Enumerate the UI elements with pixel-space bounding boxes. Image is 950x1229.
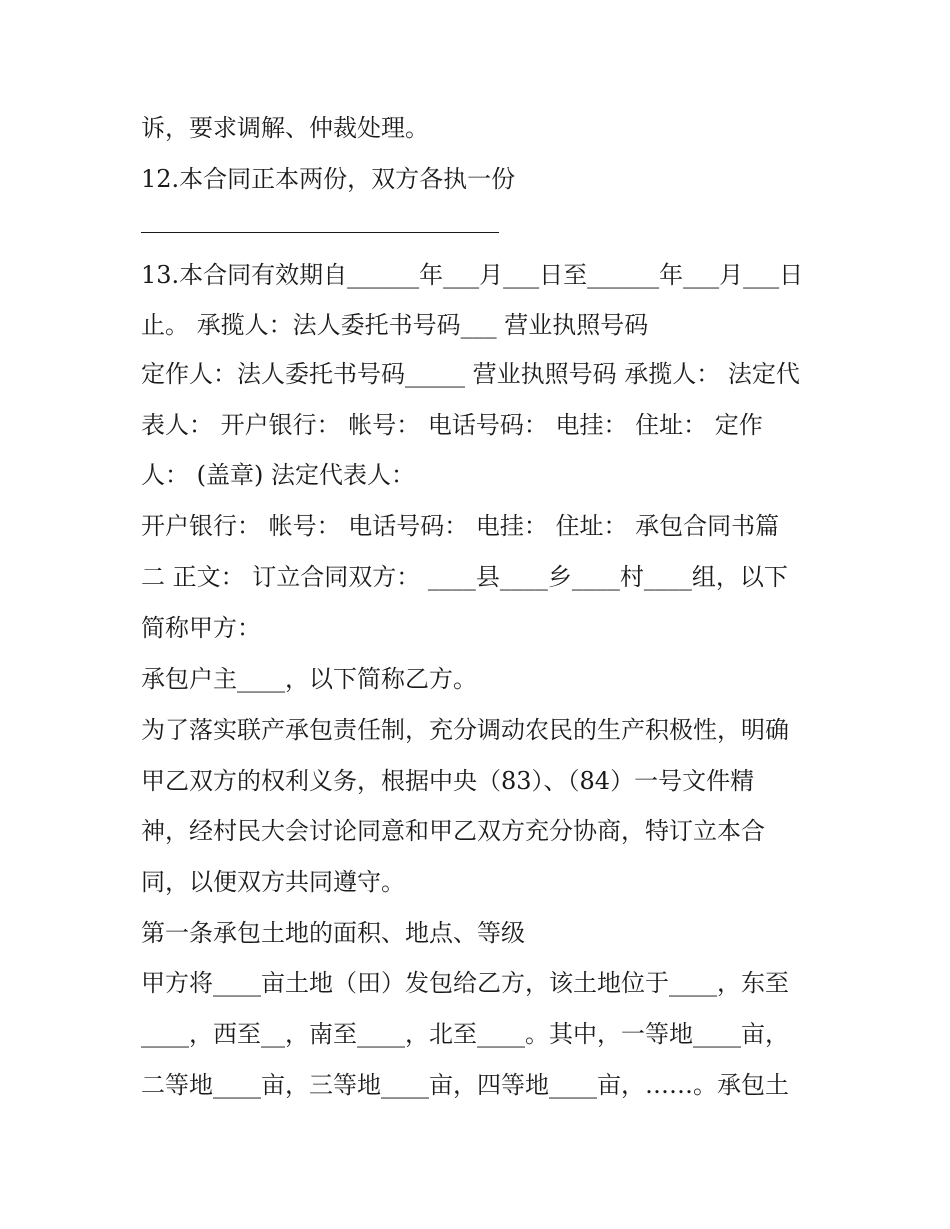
text-line: 神，经村民大会讨论同意和甲乙双方充分协商，特订立本合 — [141, 817, 765, 845]
text-line: 开户银行： 帐号： 电话号码： 电挂： 住址： 承包合同书篇 — [141, 512, 780, 540]
text-line: 甲乙双方的权利义务，根据中央（83）、（84）一号文件精 — [141, 767, 755, 795]
text-line: 12.本合同正本两份，双方各执一份 — [141, 165, 516, 193]
text-line: 甲方将____亩土地（田）发包给乙方，该土地位于____，东至 — [141, 969, 789, 997]
section-heading: 第一条承包土地的面积、地点、等级 — [141, 919, 525, 947]
text-line: 简称甲方： — [141, 614, 261, 642]
text-line: 同，以便双方共同遵守。 — [141, 868, 405, 896]
text-line: 人： (盖章) 法定代表人： — [141, 461, 415, 489]
text-line: 二等地____亩，三等地____亩，四等地____亩，……。承包土 — [141, 1071, 789, 1099]
text-line: 表人： 开户银行： 帐号： 电话号码： 电挂： 住址： 定作 — [141, 411, 763, 439]
signature-rule — [141, 232, 499, 233]
text-line: 为了落实联产承包责任制，充分调动农民的生产积极性，明确 — [141, 716, 789, 744]
text-line: 二 正文： 订立合同双方： ____县____乡____村____组，以下 — [141, 563, 788, 591]
text-line: 止。 承揽人：法人委托书号码___ 营业执照号码 — [141, 311, 649, 339]
text-line: ____，西至__，南至____，北至____。其中，一等地____亩， — [141, 1020, 789, 1048]
text-line: 13.本合同有效期自______年___月___日至______年___月___日 — [141, 261, 804, 289]
text-line: 诉，要求调解、仲裁处理。 — [141, 114, 429, 142]
text-line: 定作人：法人委托书号码_____ 营业执照号码 承揽人： 法定代 — [141, 360, 800, 388]
text-line: 承包户主____，以下简称乙方。 — [141, 665, 477, 693]
